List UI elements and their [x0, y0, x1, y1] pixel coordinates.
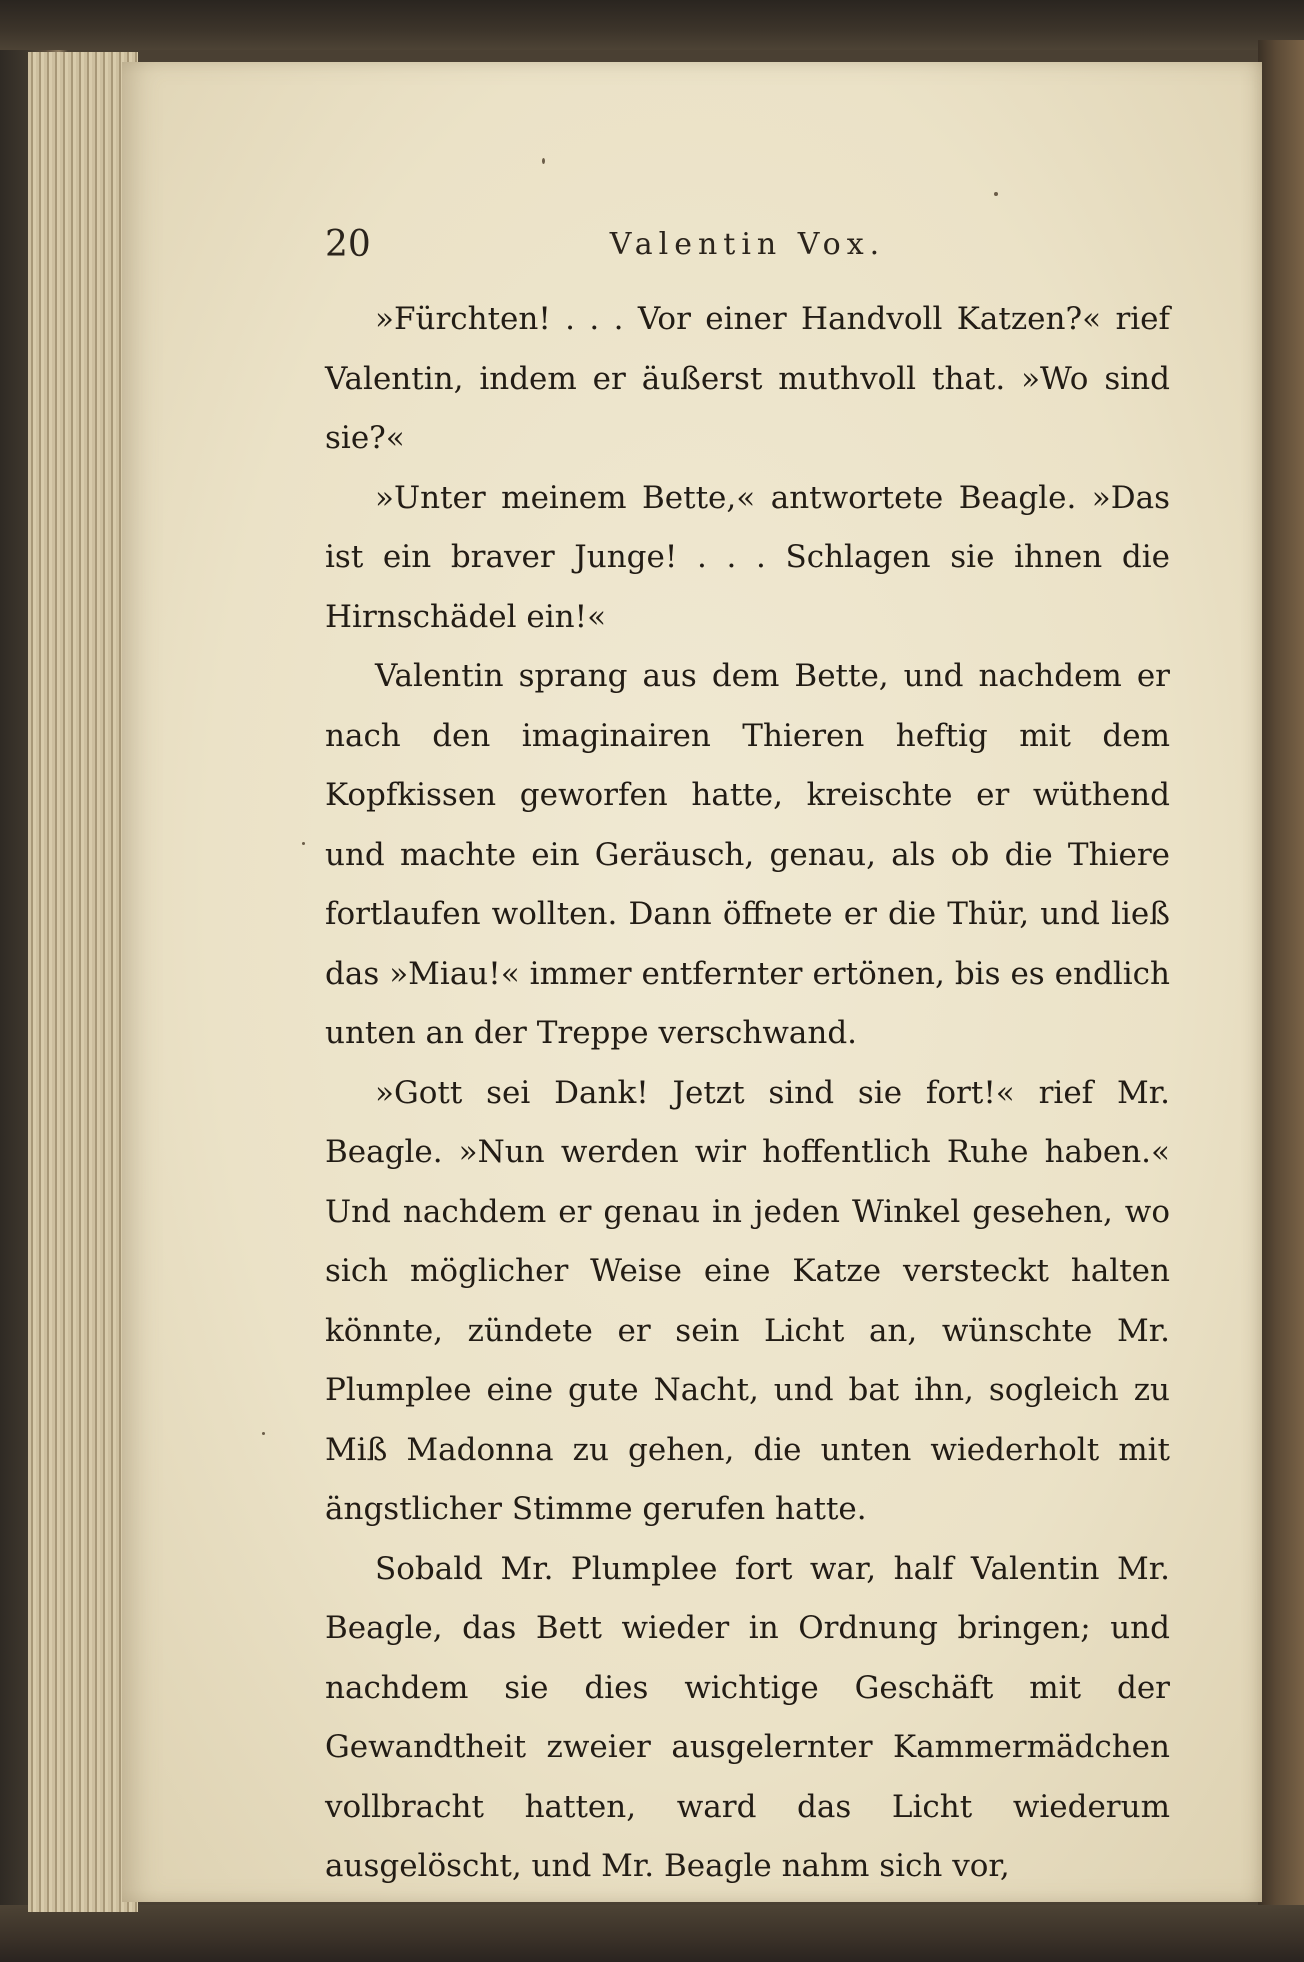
cover-board-right — [1258, 40, 1304, 1920]
paragraph-4: »Gott sei Dank! Jetzt sind sie fort!« rief Mr. Beagle. »Nun werden wir hoffentlich Ruhe haben.« Und nachdem er genau in jeden Winkel gesehen, wo sich möglicher Weise eine Katze versteckt halten könnte, zündete er sein Licht an, wünschte Mr. Plumplee eine gute Nacht, und bat ihn, sogleich zu Miß Madonna zu gehen, die unten wiederholt mit ängstlicher Stimme gerufen hatte. — [325, 1074, 1170, 1527]
page-header — [325, 220, 1170, 270]
cover-board-top — [0, 0, 1304, 50]
paper-speck — [542, 158, 545, 164]
paragraph-2: »Unter meinem Bette,« antwortete Beagle. »Das ist ein braver Junge! . . . Schlagen sie ihnen die Hirnschädel ein!« — [325, 479, 1170, 635]
paper-speck — [262, 1432, 265, 1435]
paper-speck — [994, 192, 998, 196]
body-text — [325, 290, 1170, 1897]
paper-speck — [302, 842, 305, 845]
cover-board-bottom — [0, 1905, 1304, 1962]
paragraph-5: Sobald Mr. Plumplee fort war, half Valentin Mr. Beagle, das Bett wieder in Ordnung bringen; und nachdem sie dies wichtige Geschäft mit der Gewandtheit zweier ausgelernter Kammermädchen vollbracht hatten, ward das Licht wiederum ausgelöscht, und Mr. Beagle nahm sich vor, — [325, 1550, 1170, 1884]
paragraph-1: »Fürchten! . . . Vor einer Handvoll Katzen?« rief Valentin, indem er äußerst muthvoll that. »Wo sind sie?« — [325, 301, 1170, 456]
page-number: 20 — [325, 224, 371, 265]
paragraph-3: Valentin sprang aus dem Bette, und nachdem er nach den imaginairen Thieren heftig mit dem Kopfkissen geworfen hatte, kreischte er wüthend und machte ein Geräusch, genau, als ob die Thiere fortlaufen wollten. Dann öffnete er die Thür, und ließ das »Miau!« immer entfernter ertönen, bis es endlich unten an der Treppe verschwand. — [325, 658, 1170, 1051]
running-title: Valentin Vox. — [609, 227, 886, 262]
